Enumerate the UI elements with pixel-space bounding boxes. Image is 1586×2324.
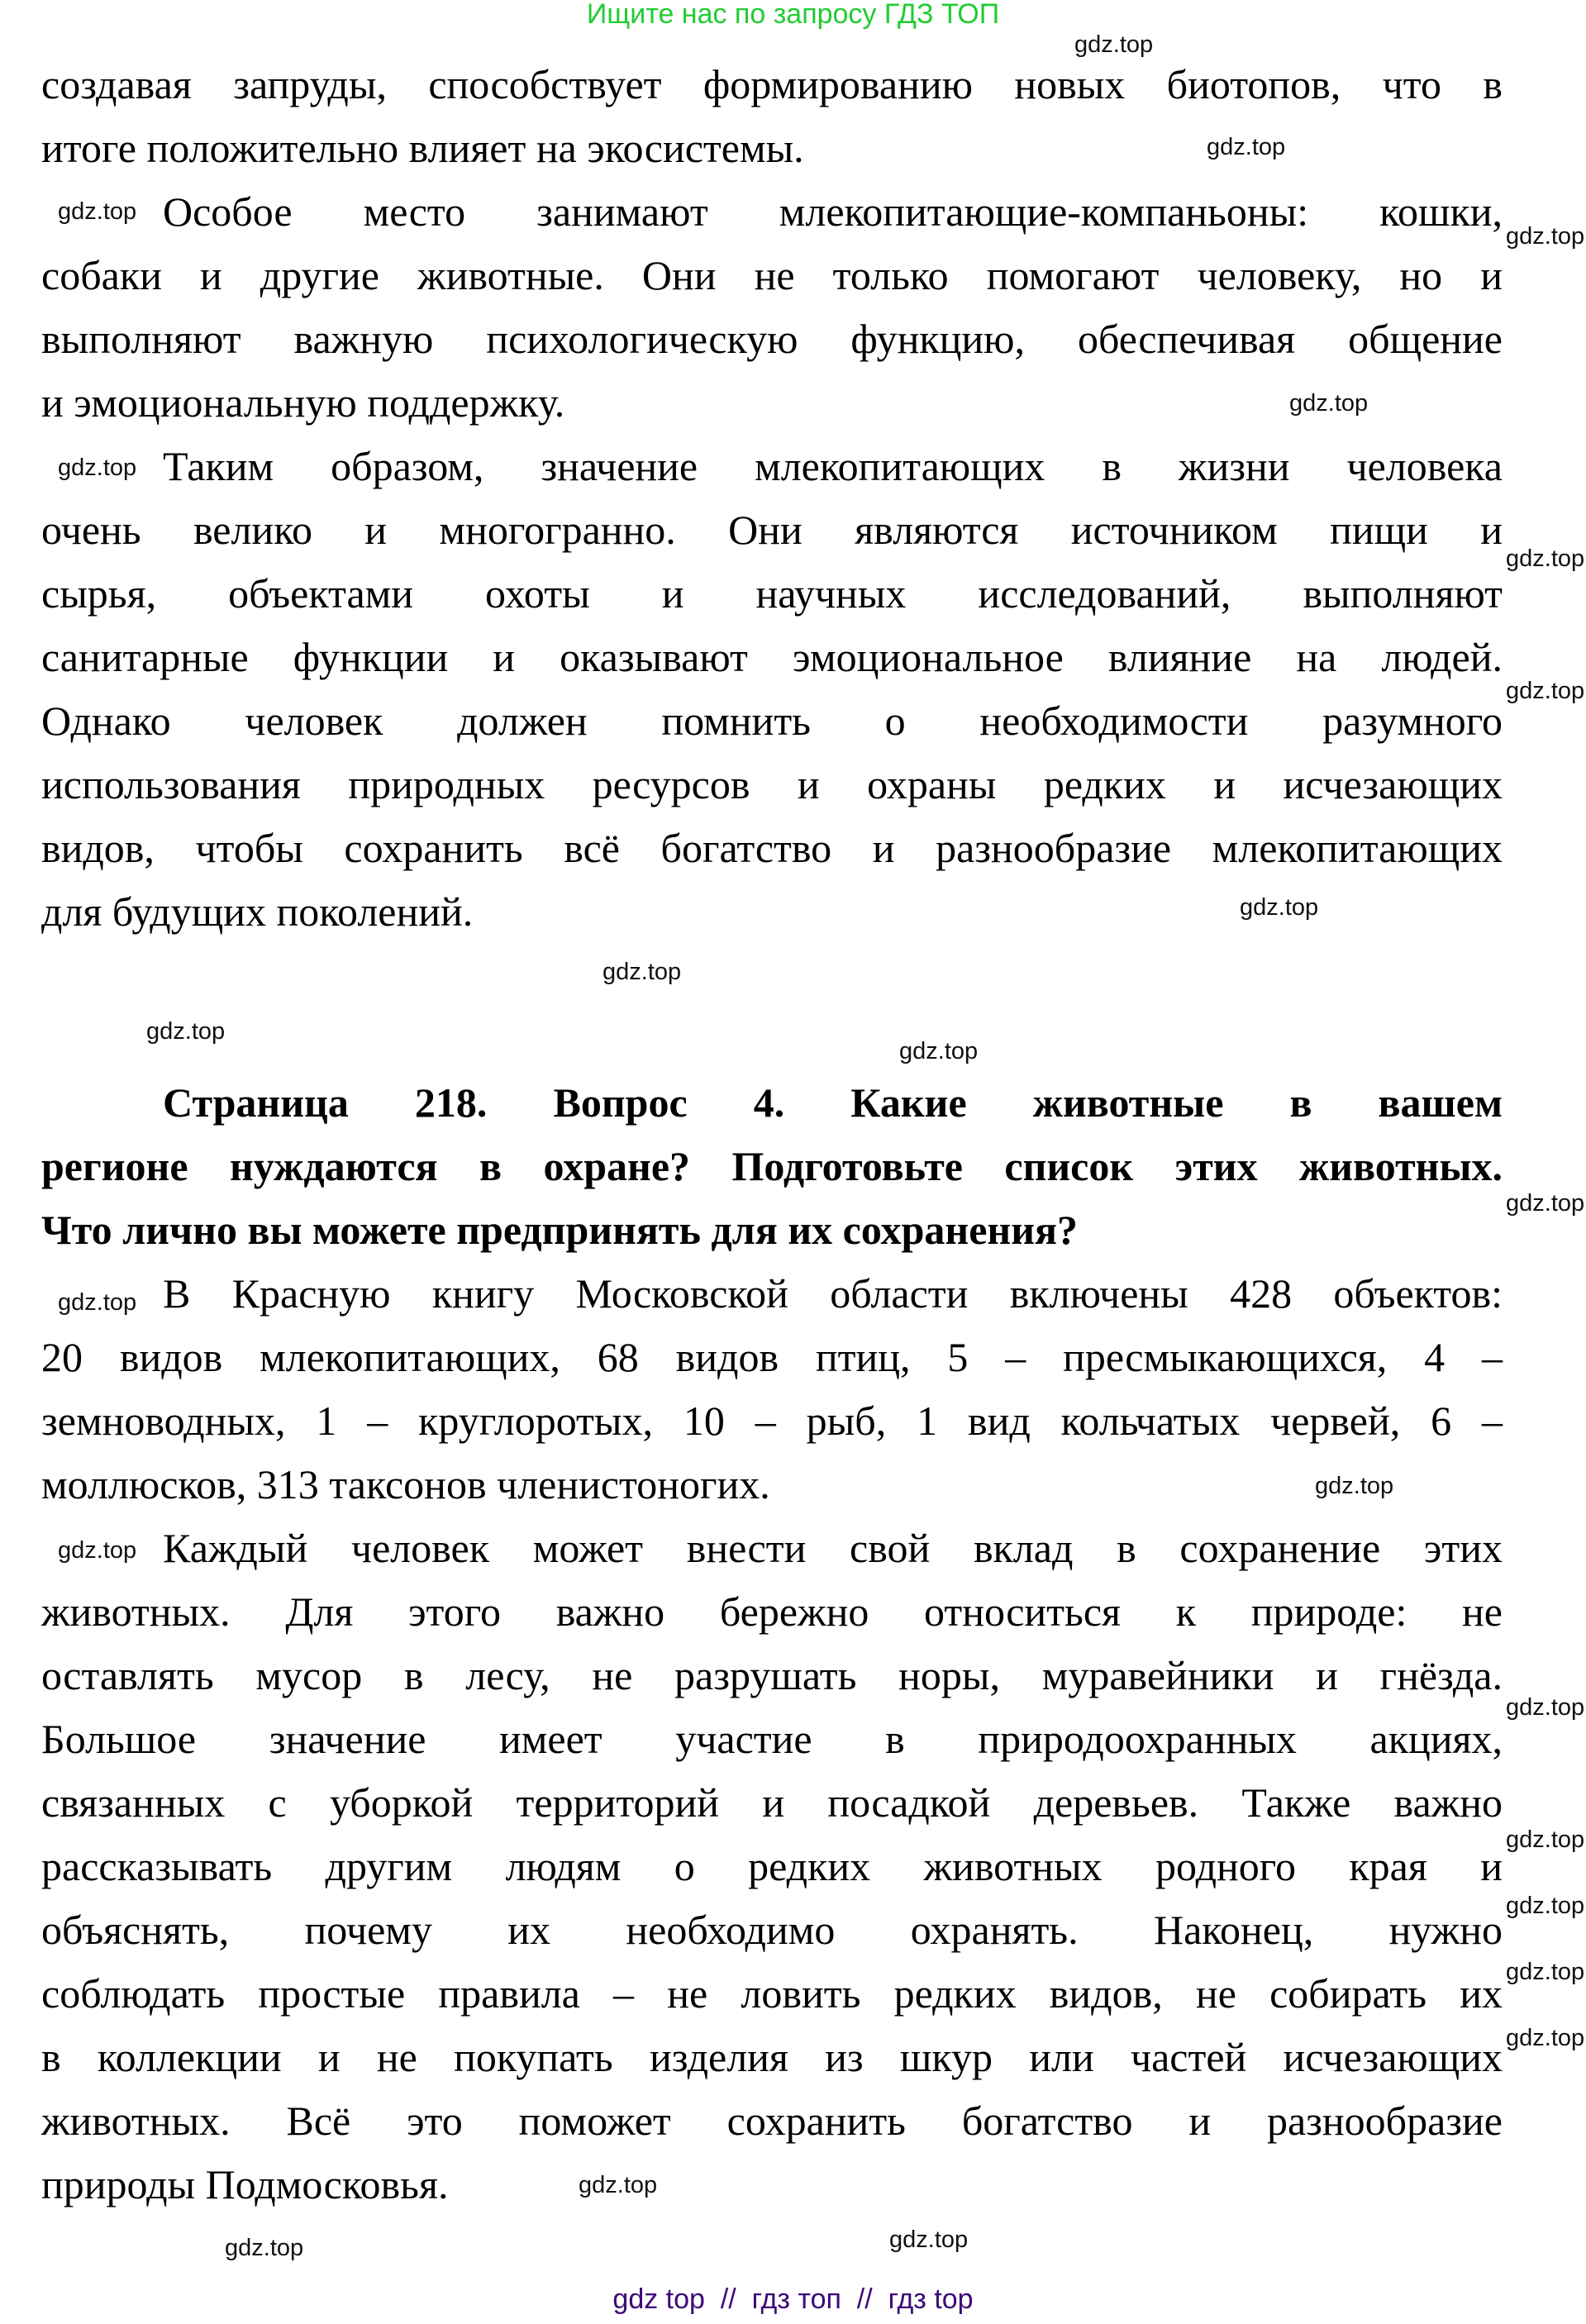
paragraph-line: объяснять, почему их необходимо охранять. Наконец, нужно [41, 1907, 1503, 1953]
search-banner: Ищите нас по запросу ГДЗ ТОП [586, 0, 1000, 30]
watermark-text: gdz.top [58, 198, 137, 225]
watermark-text: gdz.top [1506, 1694, 1585, 1721]
watermark-text: gdz.top [1506, 1190, 1585, 1217]
watermark-text: gdz.top [1506, 1893, 1585, 1919]
paragraph-line: в коллекции и не покупать изделия из шкур или частей исчезающих [41, 2034, 1503, 2080]
paragraph-line: использования природных ресурсов и охраны редких и исчезающих [41, 761, 1503, 807]
paragraph-line: животных. Для этого важно бережно относиться к природе: не [41, 1588, 1503, 1635]
watermark-text: gdz.top [58, 1537, 137, 1564]
paragraph-line: очень велико и многогранно. Они являются источником пищи и [41, 507, 1503, 553]
question-heading-line: регионе нуждаются в охране? Подготовьте список этих животных. [41, 1143, 1503, 1189]
watermark-text: gdz.top [1289, 390, 1369, 417]
watermark-text: gdz.top [1506, 678, 1585, 704]
paragraph-line: 20 видов млекопитающих, 68 видов птиц, 5 – пресмыкающихся, 4 – [41, 1334, 1503, 1380]
watermark-text: gdz.top [1074, 31, 1154, 58]
paragraph-line: Однако человек должен помнить о необходимости разумного [41, 698, 1503, 744]
paragraph-line: сырья, объектами охоты и научных исследований, выполняют [41, 570, 1503, 617]
paragraph-line: собаки и другие животные. Они не только помогают человеку, но и [41, 252, 1503, 298]
watermark-text: gdz.top [899, 1038, 979, 1064]
paragraph-line: природы Подмосковья. [41, 2161, 449, 2207]
watermark-text: gdz.top [1240, 894, 1319, 921]
paragraph-line: для будущих поколений. [41, 888, 474, 935]
watermark-text: gdz.top [58, 455, 137, 481]
paragraph-line: животных. Всё это поможет сохранить богатство и разнообразие [41, 2098, 1503, 2144]
paragraph-line: земноводных, 1 – круглоротых, 10 – рыб, 1 вид кольчатых червей, 6 – [41, 1398, 1503, 1444]
question-heading-line: Что лично вы можете предпринять для их сохранения? [41, 1207, 1079, 1253]
paragraph-line: санитарные функции и оказывают эмоциональное влияние на людей. [41, 634, 1503, 680]
watermark-text: gdz.top [146, 1018, 226, 1045]
paragraph-line: связанных с уборкой территорий и посадкой деревьев. Также важно [41, 1779, 1503, 1826]
watermark-text: gdz.top [58, 1289, 137, 1316]
paragraph-line: рассказывать другим людям о редких животных родного края и [41, 1843, 1503, 1889]
paragraph-line: соблюдать простые правила – не ловить редких видов, не собирать их [41, 1970, 1503, 2017]
watermark-text: gdz.top [1207, 134, 1286, 160]
watermark-text: gdz.top [1315, 1473, 1394, 1499]
paragraph-line: оставлять мусор в лесу, не разрушать норы, муравейники и гнёзда. [41, 1652, 1503, 1698]
watermark-text: gdz.top [889, 2226, 969, 2253]
watermark-text: gdz.top [1506, 223, 1585, 250]
paragraph-line: Таким образом, значение млекопитающих в жизни человека [163, 443, 1503, 489]
paragraph-line: итоге положительно влияет на экосистемы. [41, 125, 804, 171]
question-heading-line: Страница 218. Вопрос 4. Какие животные в вашем [163, 1079, 1503, 1126]
watermark-text: gdz.top [602, 959, 682, 985]
watermark-text: gdz.top [1506, 1826, 1585, 1853]
paragraph-line: видов, чтобы сохранить всё богатство и разнообразие млекопитающих [41, 825, 1503, 871]
paragraph-line: выполняют важную психологическую функцию, обеспечивая общение [41, 316, 1503, 362]
footer-links[interactable]: gdz top // гдз топ // гдз top [612, 2284, 974, 2315]
watermark-text: gdz.top [225, 2235, 304, 2261]
paragraph-line: и эмоциональную поддержку. [41, 379, 565, 426]
watermark-text: gdz.top [579, 2172, 658, 2198]
paragraph-line: создавая запруды, способствует формированию новых биотопов, что в [41, 61, 1503, 107]
paragraph-line: Большое значение имеет участие в природоохранных акциях, [41, 1716, 1503, 1762]
paragraph-line: В Красную книгу Московской области включены 428 объектов: [163, 1270, 1503, 1317]
watermark-text: gdz.top [1506, 545, 1585, 572]
paragraph-line: Особое место занимают млекопитающие-компаньоны: кошки, [163, 188, 1503, 235]
paragraph-line: Каждый человек может внести свой вклад в сохранение этих [163, 1525, 1503, 1571]
watermark-text: gdz.top [1506, 1959, 1585, 1985]
watermark-text: gdz.top [1506, 2025, 1585, 2051]
paragraph-line: моллюсков, 313 таксонов членистоногих. [41, 1461, 770, 1507]
